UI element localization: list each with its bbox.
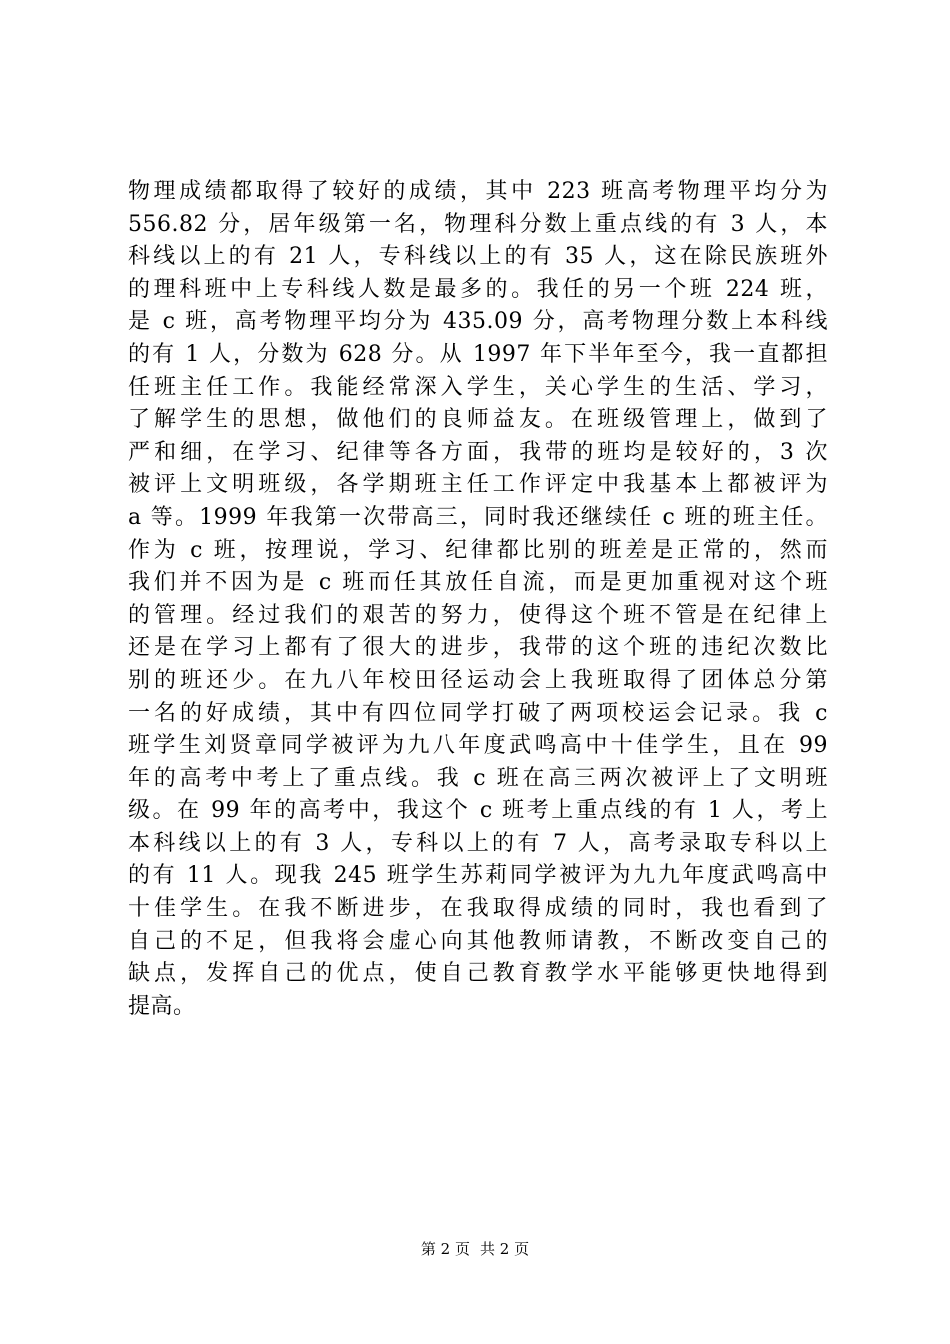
text-line: 级。在 99 年的高考中，我这个 c 班考上重点线的有 1 人，考上 bbox=[128, 798, 828, 824]
text-line: 缺点，发挥自己的优点，使自己教育教学水平能够更快地得到 bbox=[128, 961, 828, 987]
text-line: 我们并不因为是 c 班而任其放任自流，而是更加重视对这个班 bbox=[128, 570, 828, 596]
text-line: 年的高考中考上了重点线。我 c 班在高三两次被评上了文明班 bbox=[128, 765, 828, 791]
text-line: 作为 c 班，按理说，学习、纪律都比别的班差是正常的，然而 bbox=[128, 537, 828, 563]
text-line: 还是在学习上都有了很大的进步，我带的这个班的违纪次数比 bbox=[128, 635, 828, 661]
text-line: 是 c 班，高考物理平均分为 435.09 分，高考物理分数上本科线 bbox=[128, 309, 828, 335]
text-line: 的有 11 人。现我 245 班学生苏莉同学被评为九九年度武鸣高中 bbox=[128, 863, 828, 889]
body-paragraph bbox=[128, 176, 828, 1023]
text-line: 科线以上的有 21 人，专科线以上的有 35 人，这在除民族班外 bbox=[128, 244, 828, 270]
text-line: 任班主任工作。我能经常深入学生，关心学生的生活、学习， bbox=[128, 374, 828, 400]
text-line: a 等。1999 年我第一次带高三，同时我还继续任 c 班的班主任。 bbox=[128, 504, 828, 530]
text-line: 本科线以上的有 3 人，专科以上的有 7 人，高考录取专科以上 bbox=[128, 830, 828, 856]
text-line: 班学生刘贤章同学被评为九八年度武鸣高中十佳学生，且在 99 bbox=[128, 733, 828, 759]
text-line: 提高。 bbox=[128, 993, 196, 1019]
text-line: 自己的不足，但我将会虚心向其他教师请教，不断改变自己的 bbox=[128, 928, 828, 954]
text-line: 的管理。经过我们的艰苦的努力，使得这个班不管是在纪律上 bbox=[128, 602, 828, 628]
text-line: 的有 1 人，分数为 628 分。从 1997 年下半年至今，我一直都担 bbox=[128, 341, 828, 367]
text-line: 十佳学生。在我不断进步，在我取得成绩的同时，我也看到了 bbox=[128, 896, 828, 922]
text-line: 被评上文明班级，各学期班主任工作评定中我基本上都被评为 bbox=[128, 472, 828, 498]
page-total: 共 2 页 bbox=[480, 1240, 530, 1258]
page-number: 第 2 页 bbox=[420, 1240, 470, 1258]
text-line: 556.82 分，居年级第一名，物理科分数上重点线的有 3 人，本 bbox=[128, 211, 828, 237]
text-line: 的理科班中上专科线人数是最多的。我任的另一个班 224 班， bbox=[128, 276, 828, 302]
text-line: 别的班还少。在九八年校田径运动会上我班取得了团体总分第 bbox=[128, 667, 828, 693]
text-line: 严和细，在学习、纪律等各方面，我带的班均是较好的，3 次 bbox=[128, 439, 828, 465]
text-line: 物理成绩都取得了较好的成绩，其中 223 班高考物理平均分为 bbox=[128, 179, 828, 204]
text-line: 一名的好成绩，其中有四位同学打破了两项校运会记录。我 c bbox=[128, 700, 828, 726]
text-line: 了解学生的思想，做他们的良师益友。在班级管理上，做到了 bbox=[128, 407, 828, 433]
page-footer bbox=[0, 1239, 950, 1259]
